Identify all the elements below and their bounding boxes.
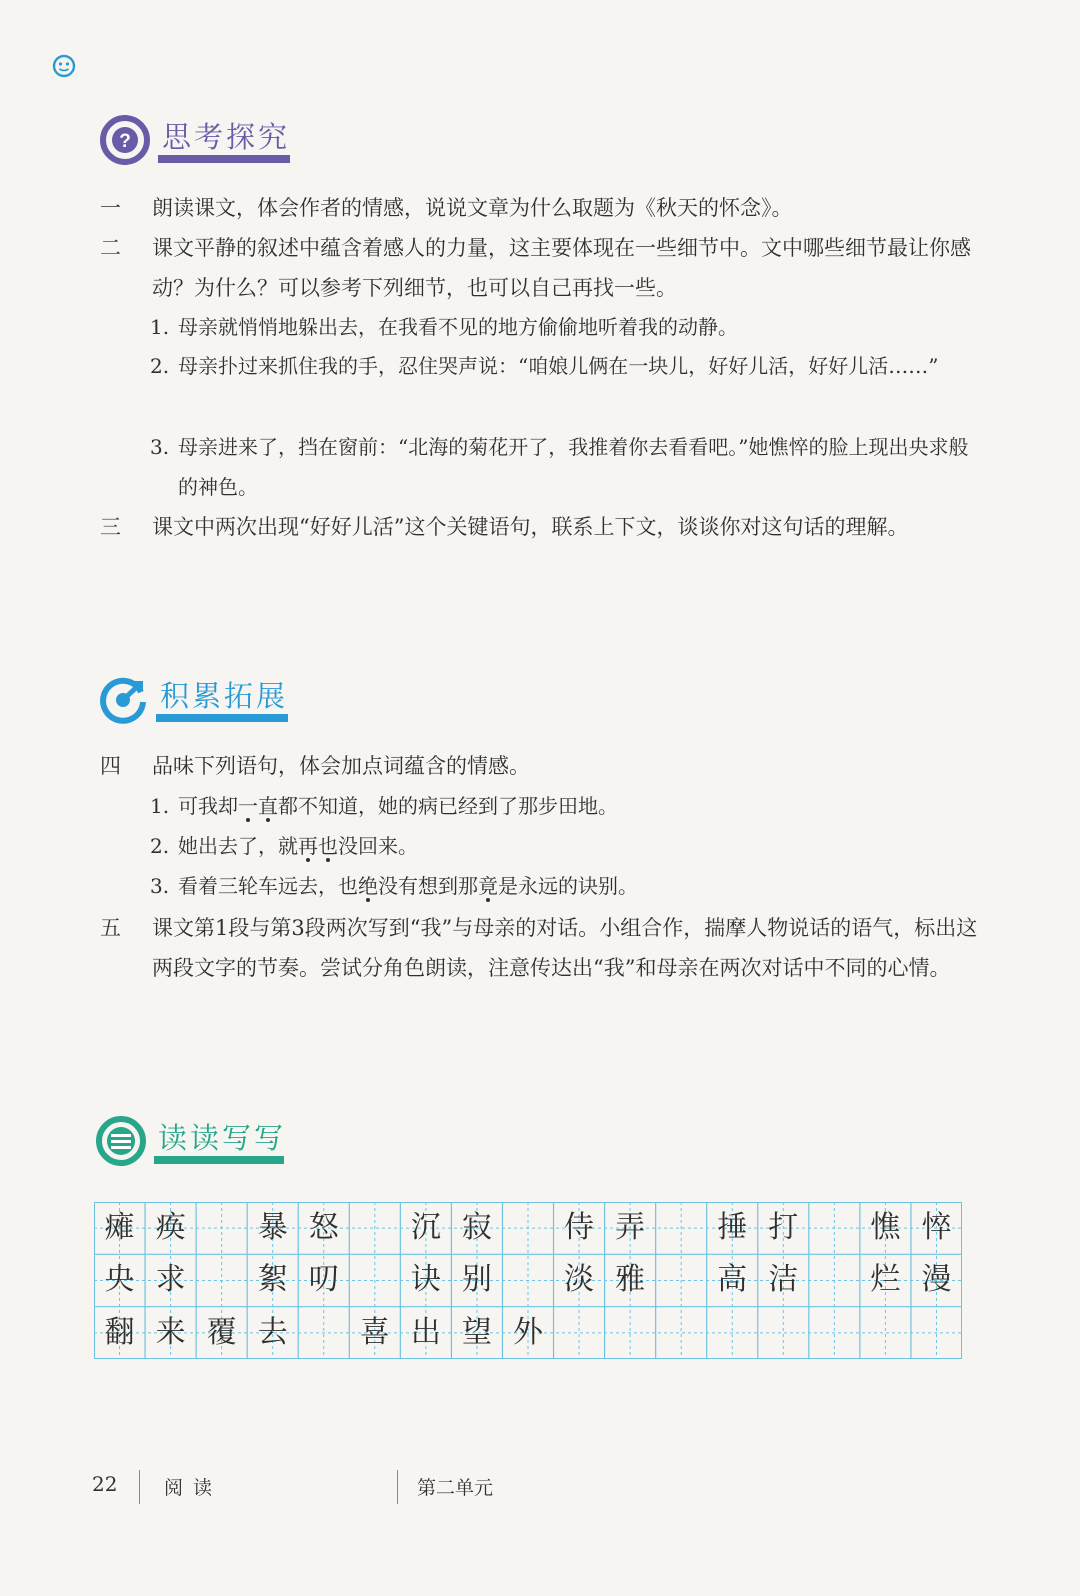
item-text: 母亲进来了，挡在窗前：“北海的菊花开了，我推着你去看看吧。”她憔悴的脸上现出央求般的神色。 bbox=[178, 435, 969, 499]
grid-char: 捶 bbox=[717, 1210, 748, 1245]
grid-char: 打 bbox=[768, 1210, 799, 1245]
title-underline bbox=[154, 1156, 284, 1164]
grid-char: 寂 bbox=[461, 1210, 492, 1245]
detail-item bbox=[150, 427, 980, 507]
grid-char: 求 bbox=[155, 1262, 186, 1298]
grid-char: 叨 bbox=[308, 1262, 339, 1298]
question-number: 三 bbox=[100, 515, 121, 539]
question-text: 课文第1段与第3段两次写到“我”与母亲的对话。小组合作，揣摩人物说话的语气，标出这两段文字的节奏。尝试分角色朗读，注意传达出“我”和母亲在两次对话中不同的心情。 bbox=[152, 916, 978, 980]
dotted-char: 绝 bbox=[358, 874, 378, 898]
question-2 bbox=[100, 228, 980, 308]
section-header-think bbox=[98, 113, 358, 175]
section-title: 思考探究 bbox=[162, 120, 291, 154]
footer-divider bbox=[397, 1470, 398, 1504]
sentence-item bbox=[150, 866, 980, 906]
grid-char: 来 bbox=[155, 1314, 186, 1350]
text-segment: 可我却 bbox=[178, 794, 238, 818]
question-5 bbox=[100, 908, 980, 988]
sentence-item bbox=[150, 786, 980, 826]
question-4 bbox=[100, 746, 980, 786]
section-header-readwrite bbox=[94, 1114, 354, 1176]
page-number: 22 bbox=[92, 1472, 118, 1496]
text-segment: 是永远的诀别。 bbox=[498, 874, 638, 898]
grid-char: 沉 bbox=[410, 1210, 441, 1245]
grid-char: 淡 bbox=[564, 1262, 595, 1298]
dotted-char: 再 bbox=[298, 834, 318, 858]
item-number: 1. bbox=[150, 794, 170, 818]
grid-char: 悴 bbox=[921, 1210, 952, 1245]
question-number: 五 bbox=[100, 916, 121, 940]
grid-char: 翻 bbox=[104, 1314, 135, 1350]
text-segment: 都不知道，她的病已经到了那步田地。 bbox=[278, 794, 618, 818]
grid-char: 出 bbox=[410, 1314, 441, 1350]
circular-arrow-icon bbox=[96, 672, 150, 726]
grid-char: 喜 bbox=[359, 1314, 390, 1350]
grid-char: 别 bbox=[461, 1262, 492, 1298]
section-title: 读读写写 bbox=[158, 1121, 287, 1155]
grid-char: 央 bbox=[104, 1262, 135, 1298]
grid-char: 望 bbox=[461, 1314, 492, 1350]
section-header-accumulate bbox=[96, 672, 356, 734]
question-text: 课文中两次出现“好好儿活”这个关键语句，联系上下文，谈谈你对这句话的理解。 bbox=[152, 515, 909, 539]
grid-char: 侍 bbox=[564, 1210, 595, 1245]
grid-char: 覆 bbox=[206, 1314, 237, 1350]
item-number: 2. bbox=[150, 354, 170, 378]
item-number: 1. bbox=[150, 315, 170, 339]
item-text bbox=[178, 786, 980, 826]
vocabulary-grid bbox=[94, 1202, 962, 1359]
item-text bbox=[178, 826, 980, 866]
question-number: 一 bbox=[100, 196, 121, 220]
dotted-char: 也 bbox=[318, 834, 338, 858]
grid-char: 外 bbox=[512, 1314, 543, 1350]
question-text: 课文平静的叙述中蕴含着感人的力量，这主要体现在一些细节中。文中哪些细节最让你感动？为什么？可以参考下列细节，也可以自己再找一些。 bbox=[152, 236, 971, 300]
question-1 bbox=[100, 188, 980, 228]
question-3 bbox=[100, 507, 980, 547]
dotted-char: 一 bbox=[238, 794, 258, 818]
dotted-char: 竟 bbox=[478, 874, 498, 898]
grid-char: 絮 bbox=[257, 1262, 288, 1298]
grid-char: 去 bbox=[257, 1314, 288, 1350]
text-segment: 没有想到那 bbox=[378, 874, 478, 898]
sentence-item bbox=[150, 826, 980, 866]
question-mark-icon bbox=[98, 113, 152, 167]
grid-char: 高 bbox=[717, 1262, 748, 1298]
title-underline bbox=[158, 155, 290, 163]
text-segment: 她出去了，就 bbox=[178, 834, 298, 858]
grid-char: 洁 bbox=[768, 1262, 799, 1298]
dotted-char: 直 bbox=[258, 794, 278, 818]
title-underline bbox=[156, 714, 288, 722]
grid-char: 憔 bbox=[870, 1210, 901, 1245]
footer-unit: 第二单元 bbox=[417, 1477, 494, 1499]
question-text: 品味下列语句，体会加点词蕴含的情感。 bbox=[152, 754, 530, 778]
question-number: 四 bbox=[100, 754, 121, 778]
grid-char: 烂 bbox=[870, 1262, 901, 1298]
item-text: 母亲扑过来抓住我的手，忍住哭声说：“咱娘儿俩在一块儿，好好儿活，好好儿活……” bbox=[178, 354, 939, 378]
grid-char: 怒 bbox=[308, 1210, 339, 1245]
question-number: 二 bbox=[100, 236, 121, 260]
smiley-icon bbox=[52, 54, 76, 78]
grid-char: 痪 bbox=[155, 1210, 186, 1245]
grid-char: 雅 bbox=[615, 1262, 646, 1298]
text-segment: 没回来。 bbox=[338, 834, 418, 858]
footer-divider bbox=[139, 1470, 140, 1504]
item-text bbox=[178, 866, 980, 906]
item-number: 3. bbox=[150, 435, 170, 459]
grid-char: 瘫 bbox=[104, 1210, 135, 1245]
lined-circle-icon bbox=[94, 1114, 148, 1168]
section-title: 积累拓展 bbox=[160, 679, 289, 713]
svg-text:?: ? bbox=[119, 131, 131, 152]
item-number: 2. bbox=[150, 834, 170, 858]
grid-char: 暴 bbox=[257, 1210, 288, 1245]
grid-char: 弄 bbox=[615, 1210, 646, 1245]
item-number: 3. bbox=[150, 874, 170, 898]
question-text: 朗读课文，体会作者的情感，说说文章为什么取题为《秋天的怀念》。 bbox=[152, 196, 793, 220]
detail-item bbox=[150, 307, 980, 347]
detail-item bbox=[150, 346, 980, 386]
item-text: 母亲就悄悄地躲出去，在我看不见的地方偷偷地听着我的动静。 bbox=[178, 315, 738, 339]
grid-char: 漫 bbox=[921, 1262, 952, 1298]
text-segment: 看着三轮车远去，也 bbox=[178, 874, 358, 898]
grid-char: 诀 bbox=[410, 1262, 441, 1298]
footer-section: 阅 读 bbox=[164, 1477, 215, 1499]
